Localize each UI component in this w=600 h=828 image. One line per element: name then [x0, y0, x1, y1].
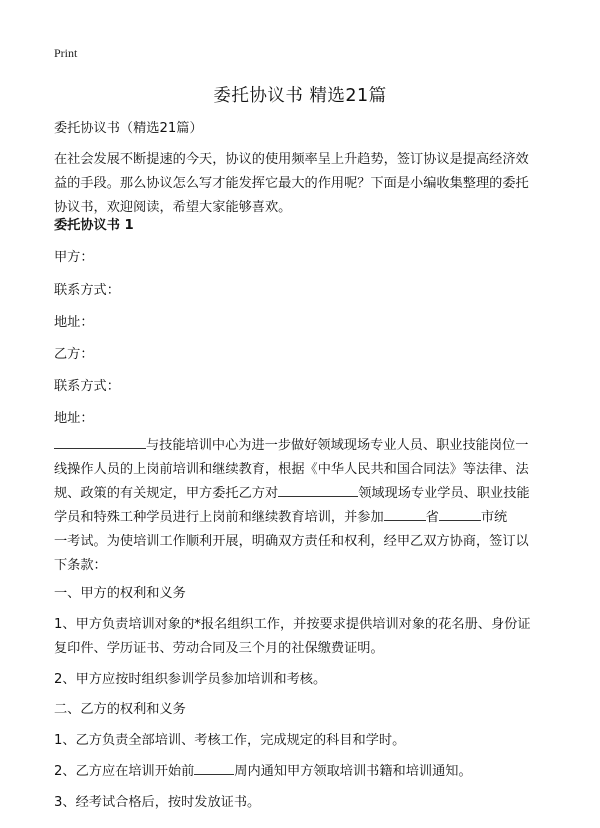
- intro-line-2: 益的手段。那么协议怎么写才能发挥它最大的作用呢？下面是小编收集整理的委托: [54, 176, 529, 191]
- intro-line-1: 在社会发展不断提速的今天，协议的使用频率呈上升趋势，签订协议是提高经济效: [54, 152, 529, 167]
- section-2-item-2: 2、乙方应在培训开始前 周内通知甲方领取培训书籍和培训通知。: [54, 760, 472, 784]
- section-2-item-1: 1、乙方负责全部培训、考核工作，完成规定的科目和学时。: [54, 733, 406, 748]
- section-1-title: 一、甲方的权利和义务: [54, 586, 186, 601]
- section-2-item-3: 3、经考试合格后，按时发放证书。: [54, 795, 261, 810]
- blank-field: [384, 506, 426, 521]
- main-para-line-1: 与技能培训中心为进一步做好领域现场专业人员、职业技能岗位一: [54, 434, 528, 458]
- section-1-item-1-line-2: 复印件、学历证书、劳动合同及三个月的社保缴费证明。: [54, 641, 384, 656]
- subtitle: 委托协议书（精选21篇）: [54, 121, 203, 136]
- intro-line-3: 协议书，欢迎阅读，希望大家能够喜欢。: [54, 200, 292, 215]
- section-1-item-1-line-1: 1、甲方负责培训对象的*报名组织工作，并按要求提供培训对象的花名册、身份证: [54, 617, 531, 632]
- field-address-a: 地址：: [54, 315, 94, 330]
- section-heading: 委托协议书 1: [54, 218, 134, 233]
- main-para-line-3: 规、政策的有关规定，甲方委托乙方对 领域现场专业学员、职业技能: [54, 482, 530, 506]
- main-para-line-5: 一考试。为使培训工作顺利开展，明确双方责任和权利，经甲乙双方协商，签订以: [54, 534, 529, 549]
- field-contact-b: 联系方式：: [54, 379, 120, 394]
- blank-field: [439, 506, 481, 521]
- print-link[interactable]: Print: [54, 46, 78, 60]
- blank-field: [194, 760, 234, 775]
- main-para-line-6: 下条款：: [54, 558, 107, 573]
- main-para-line-4: 学员和特殊工种学员进行上岗前和继续教育培训，并参加 省 市统: [54, 506, 507, 530]
- field-contact-a: 联系方式：: [54, 283, 120, 298]
- main-para-line-2: 线操作人员的上岗前培训和继续教育，根据《中华人民共和国合同法》等法律、法: [54, 462, 529, 477]
- blank-field: [278, 482, 358, 497]
- field-address-b: 地址：: [54, 411, 94, 426]
- section-1-item-2: 2、甲方应按时组织参训学员参加培训和考核。: [54, 672, 327, 687]
- field-party-a: 甲方：: [54, 250, 94, 265]
- field-party-b: 乙方：: [54, 347, 94, 362]
- section-2-title: 二、乙方的权利和义务: [54, 702, 186, 717]
- blank-field: [54, 434, 146, 449]
- page-title: 委托协议书 精选21篇: [213, 86, 387, 106]
